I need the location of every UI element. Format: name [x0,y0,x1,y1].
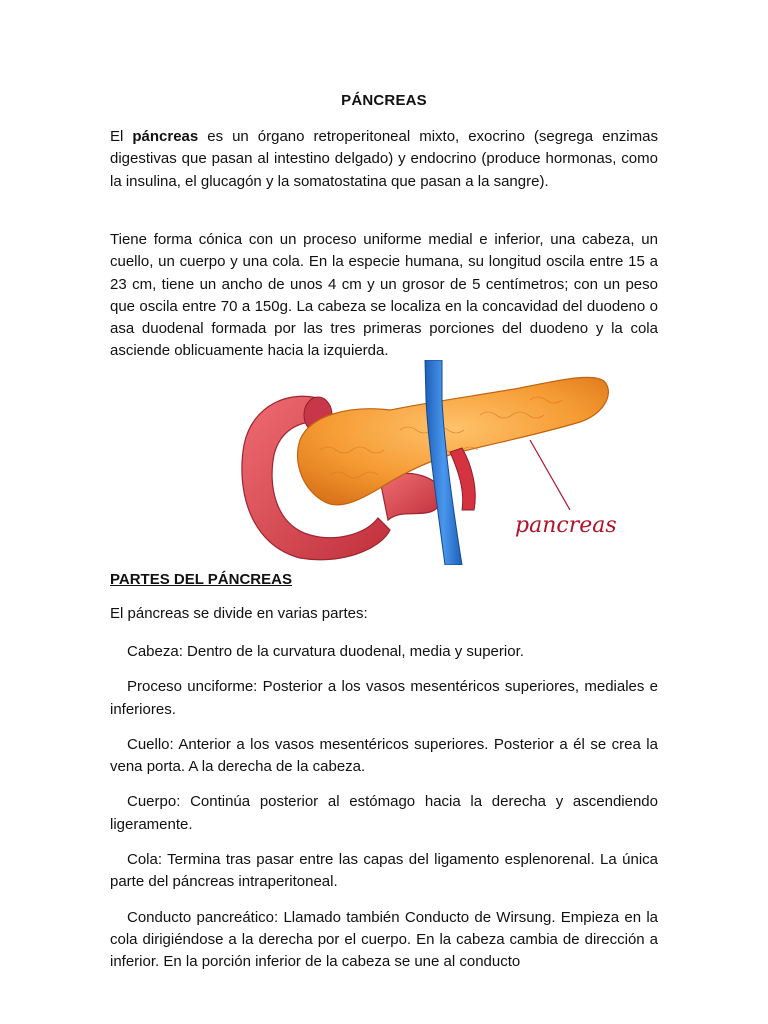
part-item-proceso-unciforme: Proceso unciforme: Posterior a los vasos mesentéricos superiores, mediales e inferiores. [110,678,658,718]
pancreas-shape [298,377,609,505]
intro-paragraph [110,126,658,193]
part-item-cola: Cola: Termina tras pasar entre las capas del ligamento esplenorenal. La única parte del páncreas intraperitoneal. [110,851,658,891]
section-heading: PARTES DEL PÁNCREAS [110,571,292,588]
intro-rest: es un órgano retroperitoneal mixto, exocrino (segrega enzimas digestivas que pasan al intestino delgado) y endocrino (produce hormonas, como la insulina, el glucagón y la somatostatina que pasan a la sangre). [110,128,658,190]
label-pointer-line [530,440,570,510]
shape-paragraph: Tiene forma cónica con un proceso uniforme medial e inferior, una cabeza, un cuello, un cuerpo y una cola. En la especie humana, su longitud oscila entre 15 a 23 cm, tiene un ancho de unos 4 cm y un grosor de 5 centímetros; con un peso que oscila entre 70 a 150g. La cabeza se localiza en la concavidad del duodeno o asa duodenal formada por las tres primeras porciones del duodeno y la cola asciende oblicuamente hacia la izquierda. [110,231,658,360]
intro-prefix: El [110,128,133,145]
artery-shape [450,448,475,510]
parts-list [110,641,658,987]
part-item-cabeza: Cabeza: Dentro de la curvatura duodenal, media y superior. [127,643,524,660]
part-item-conducto-pancreatico: Conducto pancreático: Llamado también Conducto de Wirsung. Empieza en la cola dirigiéndose a la derecha por el cuerpo. En la cabeza cambia de dirección a inferior. En la porción inferior de la cabeza se une al conducto [110,908,658,971]
pancreas-illustration [230,360,630,565]
pancreas-diagram [230,360,630,565]
section-intro: El páncreas se divide en varias partes: [110,605,368,622]
part-item-cuerpo: Cuerpo: Continúa posterior al estómago hacia la derecha y ascendiendo ligeramente. [110,793,658,833]
figure-label: pancreas [515,513,617,538]
page-title: PÁNCREAS [341,92,427,109]
part-item-cuello: Cuello: Anterior a los vasos mesentéricos superiores. Posterior a él se crea la vena porta. A la derecha de la cabeza. [110,735,658,776]
intro-bold-term: páncreas [132,128,199,145]
